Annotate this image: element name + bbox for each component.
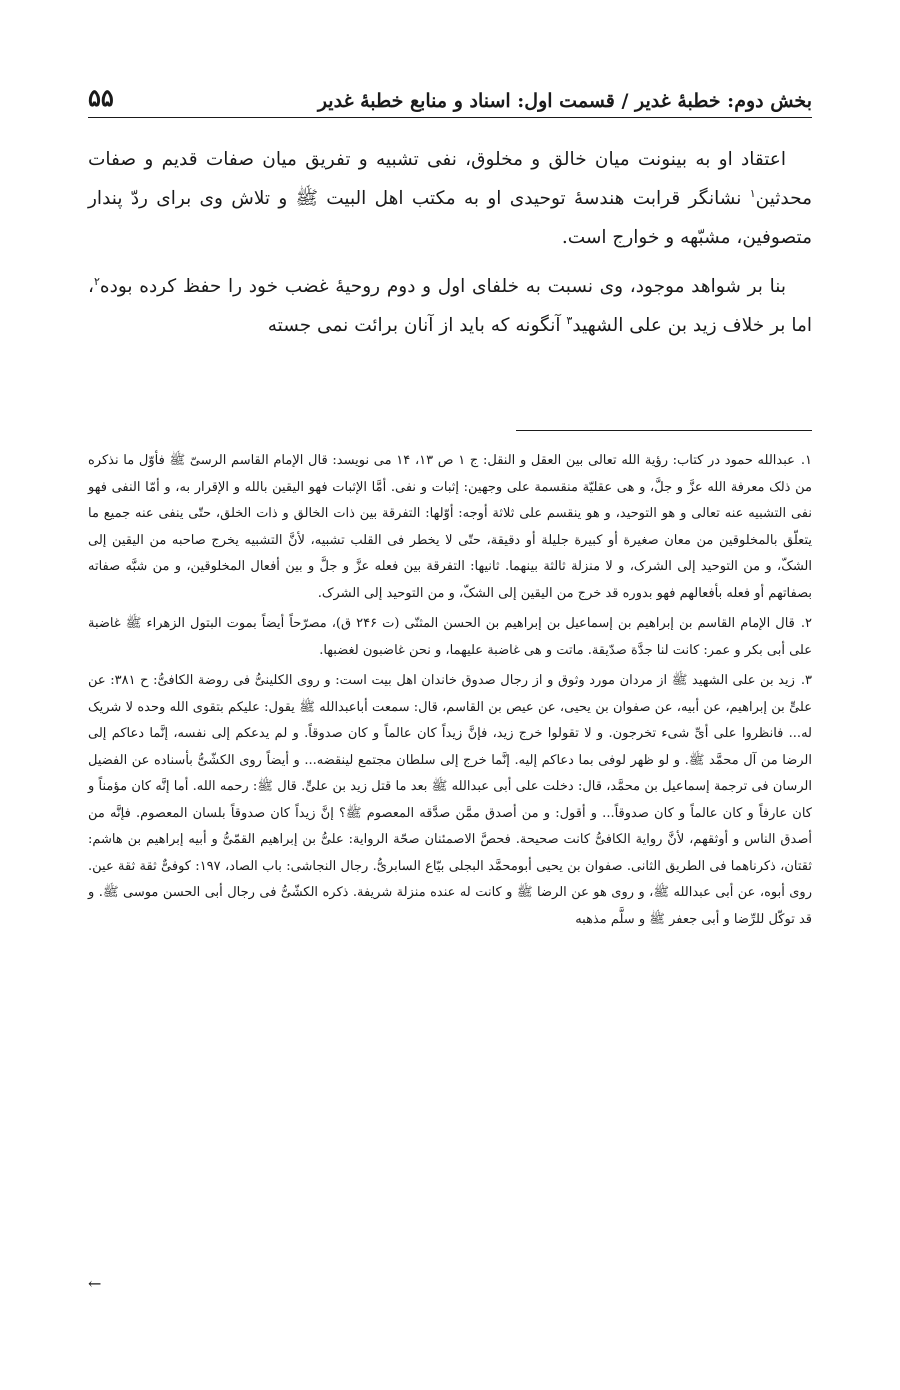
header-rule xyxy=(88,117,812,118)
paragraph xyxy=(88,140,812,257)
page-header xyxy=(88,68,812,112)
footnote-1 xyxy=(88,448,812,607)
footnote-text: زید بن علی الشهید ﷺ از مردان مورد وثوق و از رجال صدوق خاندان اهل بیت است: و روی الکلینیُّ فی روضة الکافیُّ: ح ۳۸۱: عن علیٍّ بن إبراهیم، عن أبیه، عن صفوان بن یحیی، عن عیص بن القاسم، قال: سمعت أباعبدالله ﷺ یقول: علیکم بتقوی الله وحده لا شریک له... فانظروا علی أیِّ شیء تخرجون. و لا تقولوا خرج زید، فإنَّ زیداً کان عالماً و کان صدوقاً. و لم یدعکم إلی نفسه، إنَّما دعاکم إلی الرضا من آل محمَّد ﷺ. و لو ظهر لوفی بما دعاکم إلیه. إنَّما خرج إلی سلطان مجتمع لینقضه... و أیضاً روی الکشّیُّ بأسناده عن الفضیل الرسان فی ترجمة إسماعیل بن محمَّد، قال: دخلت علی أبی عبدالله ﷺ بعد ما قتل زید بن علیٍّ. قال ﷺ: رحمه الله. أما إنَّه کان مؤمناً و کان عارفاً و کان عالماً و کان صدوقاً... و أقول: و من أصدق ممَّن صدَّقه المعصوم ﷺ؟ إنَّ زیداً کان صدوقاً بلسان المعصوم. فإنَّه من أصدق الناس و أوثقهم، لأنَّ روایة الکافیُّ کانت صحیحة. فحصَّ الاصمئنان صحّة الروایة: علیُّ بن إبراهیم القمّیُّ و أبیه إبراهیم بن هاشم: ثقتان، ذکرناهما فی الطریق الثانی. صفوان بن یحیی أبومحمَّد البجلی بیّاع السابریُّ. رجال النجاشی: باب الصاد، ۱۹۷: کوفیٌّ ثقة ثقة عین. روی أبوه، عن أبی عبدالله ﷺ، و روی هو عن الرضا ﷺ و کانت له عنده منزلة شریفة. ذکره الکشّیُّ فی رجال أبی الحسن موسی ﷺ. و قد توکّل للرِّضا و أبی جعفر ﷺ و سلَّم مذهبه xyxy=(88,673,812,927)
footnote-separator xyxy=(516,430,812,431)
paragraph-text: آنگونه که باید از آنان برائت نمی جسته xyxy=(267,315,567,336)
page-number: ۵۵ xyxy=(88,83,114,112)
paragraph-text: ، اما بر خلاف زید بن علی الشهید xyxy=(88,276,812,336)
paragraph xyxy=(88,267,812,345)
paragraph-text: اعتقاد او به بینونت میان خالق و مخلوق، نفی تشبیه و تفریق میان صفات قدیم و صفات محدثین xyxy=(88,149,812,209)
footnote-number: ۱. xyxy=(800,453,813,468)
running-title: بخش دوم: خطبۀ غدیر / قسمت اول: اسناد و منابع خطبۀ غدیر xyxy=(317,90,812,112)
footnote-text: عبدالله حمود در کتاب: رؤیة الله تعالی بین العقل و النقل: ج ۱ ص ۱۳، ۱۴ می نویسد: قال الإمام القاسم الرسیّ ﷺ فأوّل ما نذکره من ذلک معرفة الله عزَّ و جلَّ، و هی عقلیّة منقسمة علی وجهین: إثبات و نفی. أمَّا الإثبات فهو الیقین بالله و الإقرار به، و أمّا النفی فهو نفی التشبیه عنه تعالی و هو التوحید، و هو ینقسم علی ثلاثة أوجه: أوّلها: التفرقة بین ذات الخالق و ذات الخلق، حتّی ینفی عنه جمیع ما یتعلّق بالمخلوقین من معان صغیرة أو کبیرة جلیلة أو دقیقة، حتّی لا یخطر فی القلب تشبیه، لأنَّ التشبیه یخرج صاحبه من الیقین إلی الشکّ، و من التوحید إلی الشرک، و لا منزلة ثالثة بینهما. ثانیها: التفرقة بین فعله عزَّ و جلَّ و بین أفعال المخلوقین، و من شبَّه صفاته بصفاتهم أو فعله بأفعالهم فهو بدوره قد خرج من الیقین إلی الشکّ، و من التوحید إلی الشرک. xyxy=(88,453,812,601)
footnote-3 xyxy=(88,668,812,933)
footnote-mark[interactable]: ۲ xyxy=(93,274,100,288)
footnote-2 xyxy=(88,611,812,664)
footnote-mark[interactable]: ۳ xyxy=(566,313,573,327)
footnote-number: ۲. xyxy=(800,616,812,631)
continued-arrow-icon: ← xyxy=(88,1274,102,1293)
footnote-number: ۳. xyxy=(800,673,812,688)
footnote-mark[interactable]: ۱ xyxy=(749,186,756,200)
footnote-text: قال الإمام القاسم بن إبراهیم بن إسماعیل بن إبراهیم بن الحسن المثنّی (ت ۲۴۶ ق)، مصرّحاً أیضاً بموت البتول الزهراء ﷺ غاضبة علی أبی بکر و عمر: کانت لنا جدَّة صدّیقة. ماتت و هی غاضبة علیهما، و نحن غاضبون لغضبها. xyxy=(88,616,812,658)
main-text xyxy=(88,140,812,355)
paragraph-text: نشانگر قرابت هندسۀ توحیدی او به مکتب اهل البیت ﷺ و تلاش وی برای ردّ پندار متصوفین، مشبّهه و خوارج است. xyxy=(88,188,812,248)
footnotes xyxy=(88,448,812,937)
paragraph-text: بنا بر شواهد موجود، وی نسبت به خلفای اول و دوم روحیۀ غضب خود را حفظ کرده بوده xyxy=(99,276,786,297)
